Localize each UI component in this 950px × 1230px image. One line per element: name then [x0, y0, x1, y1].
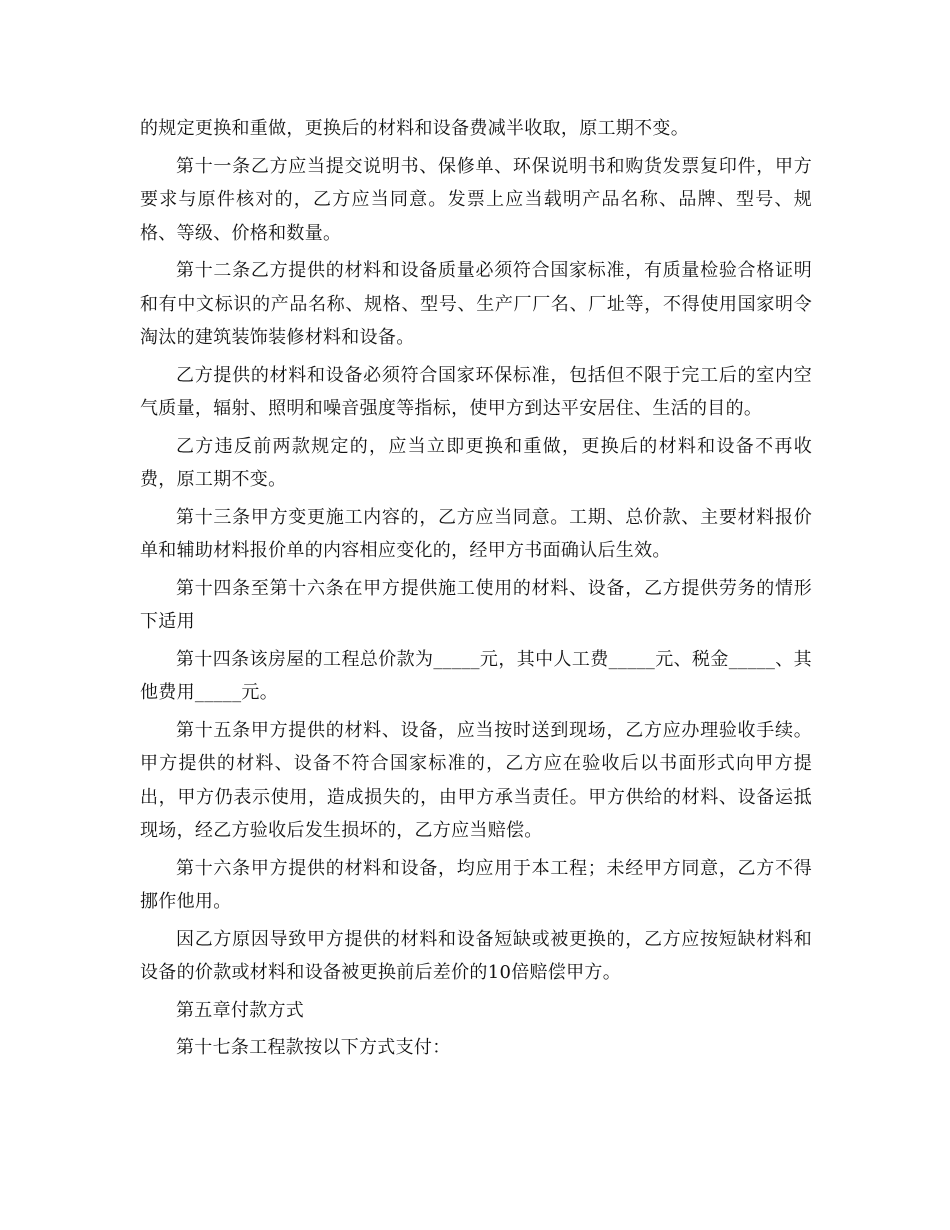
- paragraph-1: 的规定更换和重做，更换后的材料和设备费减半收取，原工期不变。: [140, 118, 689, 139]
- document-body: [140, 112, 812, 1069]
- paragraph-4: 乙方提供的材料和设备必须符合国家环保标准，包括但不限于完工后的室内空气质量，辐射、照明和噪音强度等指标，使甲方到达平安居住、生活的目的。: [140, 364, 812, 419]
- paragraph-2: 第十一条乙方应当提交说明书、保修单、环保说明书和购货发票复印件，甲方要求与原件核对的，乙方应当同意。发票上应当载明产品名称、品牌、型号、规格、等级、价格和数量。: [140, 155, 812, 244]
- chapter-heading: 第五章付款方式: [176, 999, 305, 1021]
- paragraph-5: 乙方违反前两款规定的，应当立即更换和重做，更换后的材料和设备不再收费，原工期不变。: [140, 435, 812, 490]
- paragraph-13: 第十七条工程款按以下方式支付：: [176, 1037, 451, 1058]
- paragraph-10: 第十六条甲方提供的材料和设备，均应用于本工程；未经甲方同意，乙方不得挪作他用。: [140, 857, 812, 912]
- paragraph-3: 第十二条乙方提供的材料和设备质量必须符合国家标准，有质量检验合格证明和有中文标识的产品名称、规格、型号、生产厂厂名、厂址等，不得使用国家明令淘汰的建筑装饰装修材料和设备。: [140, 260, 812, 348]
- paragraph-7: 第十四条至第十六条在甲方提供施工使用的材料、设备，乙方提供劳务的情形下适用: [140, 577, 812, 632]
- paragraph-9: 第十五条甲方提供的材料、设备，应当按时送到现场，乙方应办理验收手续。甲方提供的材料、设备不符合国家标准的，乙方应在验收后以书面形式向甲方提出，甲方仍表示使用，造成损失的，由甲方承当责任。甲方供给的材料、设备运抵现场，经乙方验收后发生损坏的，乙方应当赔偿。: [140, 719, 812, 841]
- paragraph-6: 第十三条甲方变更施工内容的，乙方应当同意。工期、总价款、主要材料报价单和辅助材料报价单的内容相应变化的，经甲方书面确认后生效。: [140, 506, 812, 561]
- paragraph-11: 因乙方原因导致甲方提供的材料和设备短缺或被更换的，乙方应按短缺材料和设备的价款或材料和设备被更换前后差价的10倍赔偿甲方。: [140, 928, 812, 983]
- paragraph-8: 第十四条该房屋的工程总价款为_____元，其中人工费_____元、税金_____、其他费用_____元。: [140, 648, 812, 703]
